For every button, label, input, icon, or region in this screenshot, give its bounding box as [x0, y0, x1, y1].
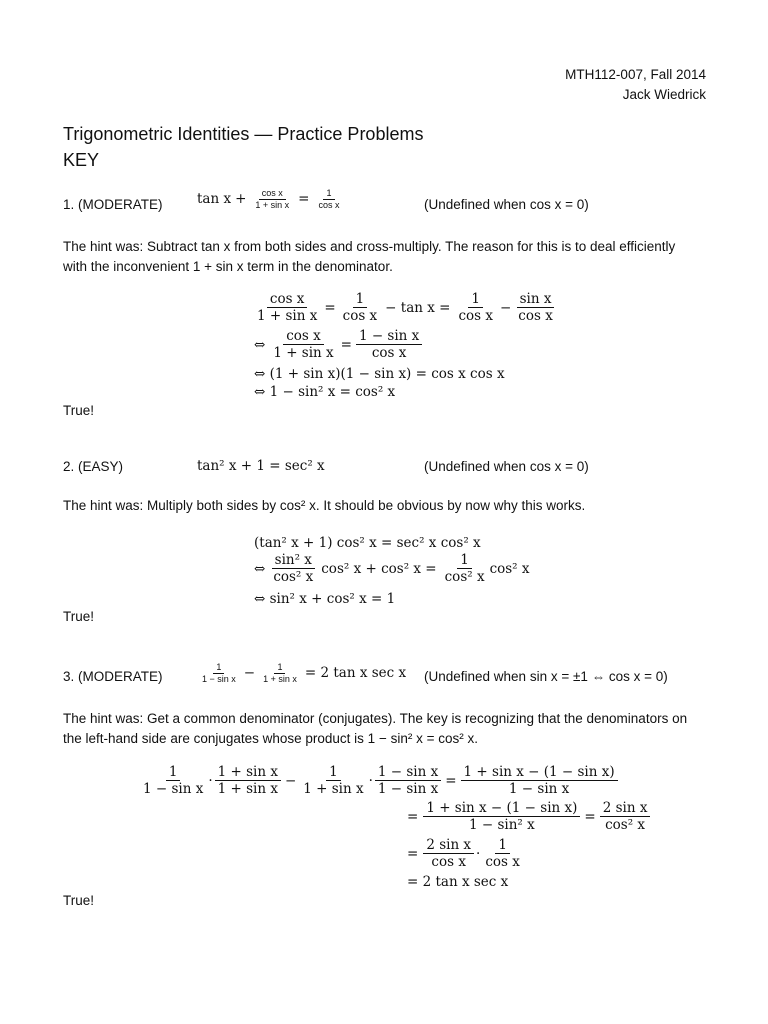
p1-s1-b-den: cos x	[342, 308, 378, 325]
p1-s2-a-den: 1 + sin x	[273, 345, 334, 362]
p1-s1-frac-b	[340, 291, 381, 324]
p2-s2-tail: cos² x	[489, 560, 530, 577]
problem-1-statement	[197, 188, 345, 211]
p3-s1-f4-den: 1 − sin x	[377, 781, 439, 798]
p3-rhs: = 2 tan x sec x	[304, 665, 407, 682]
p3-s1-f5-num: 1 + sin x − (1 − sin x)	[461, 764, 618, 781]
page-title: Trigonometric Identities — Practice Problems	[63, 124, 424, 144]
problem-3-statement	[197, 662, 406, 685]
p1-s1-c-num: 1	[468, 291, 483, 308]
p1-s2-eq: =	[340, 336, 352, 353]
p3-s3-f2-num: 1	[495, 837, 510, 854]
p3-s1-eq: =	[445, 772, 457, 789]
p1-step3: ⇔ (1 + sin x)(1 − sin x) = cos x cos x	[254, 366, 505, 382]
p3-minus: −	[243, 665, 256, 682]
p3-s3-f2	[482, 837, 523, 870]
p3-s1-f4	[375, 764, 441, 797]
p2-step3: ⇔ sin² x + cos² x = 1	[254, 591, 396, 607]
p3-s3-eq: =	[407, 845, 419, 862]
problem-3-hint-line2: the left-hand side are conjugates whose product is 1 − sin² x = cos² x.	[63, 731, 478, 746]
p3-s2-f1-num: 1 + sin x − (1 − sin x)	[423, 800, 580, 817]
p3-a-num: 1	[213, 662, 224, 674]
p1-s1-minus-tan: − tan x =	[385, 299, 451, 316]
p1-s1-eq1: =	[324, 299, 336, 316]
p3-step2	[407, 800, 652, 833]
p3-s1-dot1: ·	[208, 772, 213, 789]
p1-s1-a-den: 1 + sin x	[257, 308, 318, 325]
problem-2-label: 2. (EASY)	[63, 459, 124, 474]
p3-s2-f1-den: 1 − sin² x	[468, 817, 535, 834]
p1-fraction-cos-over-1psin	[252, 188, 292, 211]
problem-1-hint-line1: The hint was: Subtract tan x from both sides and cross-multiply. The reason for this is to deal efficiently	[63, 239, 676, 254]
problem-2-verdict: True!	[63, 609, 95, 624]
page-subtitle: KEY	[63, 150, 100, 170]
p2-step2	[254, 552, 530, 585]
p3-s1-f2	[215, 764, 281, 797]
p1-s1-frac-d	[515, 291, 556, 324]
p3-frac-a	[199, 662, 239, 685]
p1-s2-frac-a	[270, 328, 336, 361]
p3-step1	[138, 764, 620, 797]
p1-s1-minus: −	[499, 299, 512, 316]
p3-s1-f1	[140, 764, 206, 797]
p3-b-den: 1 + sin x	[263, 673, 297, 684]
p3-s3-f1-den: cos x	[431, 854, 466, 871]
p2-step1: (tan² x + 1) cos² x = sec² x cos² x	[254, 535, 481, 551]
problem-2-hint: The hint was: Multiply both sides by cos² x. It should be obvious by now why this works.	[63, 498, 586, 513]
problem-3-verdict: True!	[63, 893, 95, 908]
p1-s1-c-den: cos x	[458, 308, 493, 325]
p1-tanx: tan x	[197, 191, 232, 208]
p3-s2-f2-den: cos² x	[605, 817, 646, 834]
p1-fraction-1-over-cos	[315, 188, 342, 211]
p3-s1-f3-num: 1	[326, 764, 341, 781]
p1-plus: +	[235, 191, 247, 208]
p3-s3-dot: ·	[476, 845, 481, 862]
problem-3-condition: (Undefined when sin x = ±1 ⇔ cos x = 0)	[424, 669, 668, 684]
p1-s2-iff: ⇔	[254, 336, 266, 353]
p3-s2-f1	[423, 800, 580, 833]
p3-s1-minus: −	[284, 772, 297, 789]
p1-s2-b-num: 1 − sin x	[356, 328, 422, 345]
p1-step2	[254, 328, 424, 361]
p2-s2-frac-b	[442, 552, 488, 585]
problem-1-hint-line2: with the inconvenient 1 + sin x term in the denominator.	[63, 259, 393, 274]
author-header: Jack Wiedrick	[622, 87, 706, 102]
problem-2-statement: tan² x + 1 = sec² x	[197, 458, 325, 474]
problem-1-verdict: True!	[63, 403, 95, 418]
p2-s2-iff: ⇔	[254, 560, 266, 577]
p3-s3-f2-den: cos x	[485, 854, 520, 871]
p3-s2-f2	[600, 800, 651, 833]
p3-s1-f5-den: 1 − sin x	[508, 781, 570, 798]
p2-s2-b-den: cos² x	[444, 569, 485, 586]
p1-s1-b-num: 1	[353, 291, 368, 308]
p3-s2-f2-num: 2 sin x	[600, 800, 651, 817]
p2-s2-frac-a	[270, 552, 316, 585]
p1-equals: =	[298, 191, 310, 208]
p1-s2-frac-b	[356, 328, 422, 361]
p3-s3-f1	[423, 837, 474, 870]
p1-step4: ⇔ 1 − sin² x = cos² x	[254, 384, 396, 400]
problem-1-label: 1. (MODERATE)	[63, 197, 163, 212]
problem-3-hint-line1: The hint was: Get a common denominator (conjugates). The key is recognizing that the denominators on	[63, 711, 688, 726]
p1-den2: cos x	[318, 199, 340, 210]
p2-s2-a-den: cos² x	[273, 569, 314, 586]
p1-num: cos x	[259, 188, 286, 200]
p2-s2-a-num: sin² x	[272, 552, 315, 569]
p3-b-num: 1	[274, 662, 285, 674]
p3-s1-dot2: ·	[368, 772, 373, 789]
p3-a-den: 1 − sin x	[202, 673, 236, 684]
p3-s1-f3-den: 1 + sin x	[303, 781, 364, 798]
p3-s1-f1-num: 1	[166, 764, 181, 781]
p3-s2-eq: =	[407, 808, 419, 825]
p3-s1-f2-num: 1 + sin x	[215, 764, 281, 781]
problem-1-condition: (Undefined when cos x = 0)	[424, 197, 589, 212]
p3-s1-f2-den: 1 + sin x	[217, 781, 278, 798]
p2-s2-b-num: 1	[457, 552, 472, 569]
p3-s2-eq2: =	[584, 808, 596, 825]
p1-s1-a-num: cos x	[267, 291, 308, 308]
p1-s1-d-num: sin x	[517, 291, 555, 308]
problem-2-condition: (Undefined when cos x = 0)	[424, 459, 589, 474]
p3-s1-f4-num: 1 − sin x	[375, 764, 441, 781]
p1-s1-frac-a	[254, 291, 320, 324]
p3-s1-f1-den: 1 − sin x	[143, 781, 204, 798]
p1-s1-frac-c	[455, 291, 496, 324]
p1-s2-a-num: cos x	[283, 328, 324, 345]
p1-s1-d-den: cos x	[518, 308, 553, 325]
problem-3-label: 3. (MODERATE)	[63, 669, 163, 684]
course-header: MTH112-007, Fall 2014	[565, 67, 706, 82]
p1-num2: 1	[323, 188, 334, 200]
p1-step1	[252, 291, 558, 324]
p3-step4: = 2 tan x sec x	[407, 874, 509, 890]
p3-frac-b	[260, 662, 300, 685]
p1-den: 1 + sin x	[255, 199, 290, 210]
p3-s3-f1-num: 2 sin x	[423, 837, 474, 854]
p2-s2-mid: cos² x + cos² x =	[321, 560, 437, 577]
p3-step3	[407, 837, 525, 870]
p3-s1-f5	[461, 764, 618, 797]
p1-s2-b-den: cos x	[371, 345, 407, 362]
p3-s1-f3	[300, 764, 366, 797]
